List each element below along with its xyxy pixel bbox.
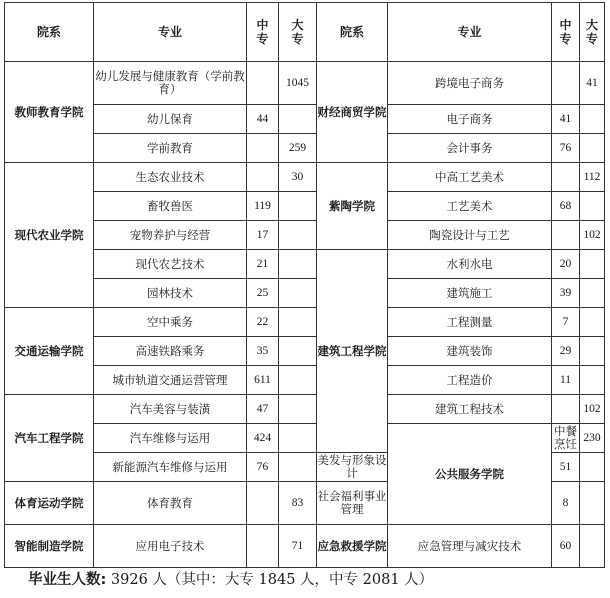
major-cell: 畜牧兽医 xyxy=(94,192,247,221)
table-row xyxy=(5,424,605,453)
header-zhongzhuan-right: 中 专 xyxy=(552,3,580,62)
zhongzhuan-cell xyxy=(552,221,580,250)
zhongzhuan-cell xyxy=(247,134,279,163)
major-cell: 社会福利事业管理 xyxy=(317,482,388,525)
dept-cell: 公共服务学院 xyxy=(388,424,552,525)
graduates-table xyxy=(4,2,605,568)
zhongzhuan-cell xyxy=(247,525,279,568)
zhongzhuan-cell: 47 xyxy=(247,395,279,424)
major-cell: 会计事务 xyxy=(388,134,552,163)
table-row xyxy=(5,395,605,424)
major-cell: 宠物养护与经营 xyxy=(94,221,247,250)
table-row xyxy=(5,250,605,279)
dept-cell: 应急救援学院 xyxy=(317,525,388,568)
major-cell: 体育教育 xyxy=(94,482,247,525)
zhongzhuan-cell: 76 xyxy=(552,134,580,163)
major-cell: 陶瓷设计与工艺 xyxy=(388,221,552,250)
zhongzhuan-cell: 76 xyxy=(247,453,279,482)
major-cell: 现代农艺技术 xyxy=(94,250,247,279)
dazhuan-cell xyxy=(279,308,317,337)
dazhuan-cell xyxy=(279,395,317,424)
major-cell: 幼儿发展与健康教育（学前教育） xyxy=(94,62,247,105)
dazhuan-cell: 30 xyxy=(279,163,317,192)
dazhuan-cell xyxy=(580,105,605,134)
table-row xyxy=(5,192,605,221)
table-row xyxy=(5,163,605,192)
zhongzhuan-cell: 39 xyxy=(552,279,580,308)
major-cell: 建筑工程技术 xyxy=(388,395,552,424)
dazhuan-cell xyxy=(279,337,317,366)
major-cell: 生态农业技术 xyxy=(94,163,247,192)
graduate-summary xyxy=(28,568,433,589)
table-row xyxy=(5,366,605,395)
header-major-left: 专业 xyxy=(94,3,247,62)
header-major-right: 专业 xyxy=(388,3,552,62)
dept-cell: 紫陶学院 xyxy=(317,163,388,250)
zhongzhuan-cell: 35 xyxy=(247,337,279,366)
dazhuan-cell xyxy=(580,192,605,221)
zhongzhuan-cell: 41 xyxy=(552,105,580,134)
dept-cell: 汽车工程学院 xyxy=(5,395,94,482)
zhongzhuan-cell: 119 xyxy=(247,192,279,221)
major-cell: 工程测量 xyxy=(388,308,552,337)
major-cell: 中餐烹饪 xyxy=(552,424,580,453)
table-row xyxy=(5,221,605,250)
zhongzhuan-cell: 11 xyxy=(552,366,580,395)
major-cell: 学前教育 xyxy=(94,134,247,163)
dazhuan-cell xyxy=(279,192,317,221)
major-cell: 城市轨道交通运营管理 xyxy=(94,366,247,395)
table-row xyxy=(5,105,605,134)
header-dept-left: 院系 xyxy=(5,3,94,62)
zhongzhuan-cell xyxy=(552,163,580,192)
zhongzhuan-cell: 7 xyxy=(552,308,580,337)
dazhuan-cell xyxy=(279,105,317,134)
major-cell: 应急管理与减灾技术 xyxy=(388,525,552,568)
zhongzhuan-cell: 29 xyxy=(552,337,580,366)
dazhuan-cell xyxy=(580,453,605,482)
zhongzhuan-cell xyxy=(247,62,279,105)
major-cell: 新能源汽车维修与运用 xyxy=(94,453,247,482)
zhongzhuan-cell: 21 xyxy=(247,250,279,279)
dazhuan-cell: 71 xyxy=(279,525,317,568)
header-dept-right: 院系 xyxy=(317,3,388,62)
major-cell: 汽车美容与装潢 xyxy=(94,395,247,424)
zhongzhuan-cell: 44 xyxy=(247,105,279,134)
zhongzhuan-cell: 60 xyxy=(552,525,580,568)
table-row xyxy=(5,134,605,163)
zhongzhuan-cell xyxy=(247,482,279,525)
dazhuan-cell xyxy=(279,250,317,279)
zhongzhuan-cell: 17 xyxy=(247,221,279,250)
table-row xyxy=(5,525,605,568)
dazhuan-cell xyxy=(580,279,605,308)
dazhuan-cell: 102 xyxy=(580,395,605,424)
dept-cell: 智能制造学院 xyxy=(5,525,94,568)
header-zhongzhuan-left: 中 专 xyxy=(247,3,279,62)
zhongzhuan-cell xyxy=(552,395,580,424)
major-cell: 中高工艺美术 xyxy=(388,163,552,192)
major-cell: 美发与形象设计 xyxy=(317,453,387,480)
dept-cell: 建筑工程学院 xyxy=(317,250,388,453)
dept-cell: 财经商贸学院 xyxy=(317,62,388,163)
major-cell: 应用电子技术 xyxy=(94,525,247,568)
dazhuan-cell xyxy=(580,525,605,568)
major-cell: 建筑施工 xyxy=(388,279,552,308)
dept-cell: 现代农业学院 xyxy=(5,163,94,308)
zhongzhuan-cell: 424 xyxy=(247,424,279,453)
zhongzhuan-cell: 68 xyxy=(552,192,580,221)
dazhuan-cell xyxy=(279,424,317,453)
dazhuan-cell xyxy=(279,221,317,250)
major-cell: 汽车维修与运用 xyxy=(94,424,247,453)
dept-cell: 教师教育学院 xyxy=(5,62,94,163)
header-dazhuan-right: 大 专 xyxy=(580,3,605,62)
major-cell: 高速铁路乘务 xyxy=(94,337,247,366)
major-cell: 园林技术 xyxy=(94,279,247,308)
zhongzhuan-cell: 22 xyxy=(247,308,279,337)
dazhuan-cell: 41 xyxy=(580,62,605,105)
major-cell: 幼儿保育 xyxy=(94,105,247,134)
header-dazhuan-left: 大 专 xyxy=(279,3,317,62)
summary-value: 3926 人（其中：大专 1845 人，中专 2081 人） xyxy=(106,572,434,588)
dazhuan-cell xyxy=(580,134,605,163)
dazhuan-cell: 83 xyxy=(279,482,317,525)
dazhuan-cell xyxy=(580,337,605,366)
major-cell: 跨境电子商务 xyxy=(388,62,552,105)
zhongzhuan-cell: 51 xyxy=(552,453,580,482)
table-row xyxy=(5,62,605,105)
dazhuan-cell: 112 xyxy=(580,163,605,192)
zhongzhuan-cell: 8 xyxy=(552,482,580,525)
dept-cell: 体育运动学院 xyxy=(5,482,94,525)
zhongzhuan-cell: 20 xyxy=(552,250,580,279)
dazhuan-cell xyxy=(580,482,605,525)
header-row xyxy=(5,3,605,62)
major-cell: 空中乘务 xyxy=(94,308,247,337)
dazhuan-cell xyxy=(279,279,317,308)
zhongzhuan-cell: 25 xyxy=(247,279,279,308)
zhongzhuan-cell: 230 xyxy=(580,424,605,453)
table-row xyxy=(5,279,605,308)
dazhuan-cell: 1045 xyxy=(279,62,317,105)
dazhuan-cell: 102 xyxy=(580,221,605,250)
dept-cell: 交通运输学院 xyxy=(5,308,94,395)
dazhuan-cell xyxy=(580,366,605,395)
summary-label: 毕业生人数: xyxy=(28,572,107,588)
dazhuan-cell xyxy=(279,453,317,482)
major-cell: 电子商务 xyxy=(388,105,552,134)
major-cell: 水利水电 xyxy=(388,250,552,279)
zhongzhuan-cell xyxy=(552,62,580,105)
table-row xyxy=(5,308,605,337)
dazhuan-cell xyxy=(580,250,605,279)
major-cell: 工程造价 xyxy=(388,366,552,395)
dazhuan-cell xyxy=(580,308,605,337)
dazhuan-cell: 259 xyxy=(279,134,317,163)
dazhuan-cell xyxy=(279,366,317,395)
zhongzhuan-cell xyxy=(247,163,279,192)
major-cell: 建筑装饰 xyxy=(388,337,552,366)
major-cell: 工艺美术 xyxy=(388,192,552,221)
table-row xyxy=(5,337,605,366)
zhongzhuan-cell: 611 xyxy=(247,366,279,395)
